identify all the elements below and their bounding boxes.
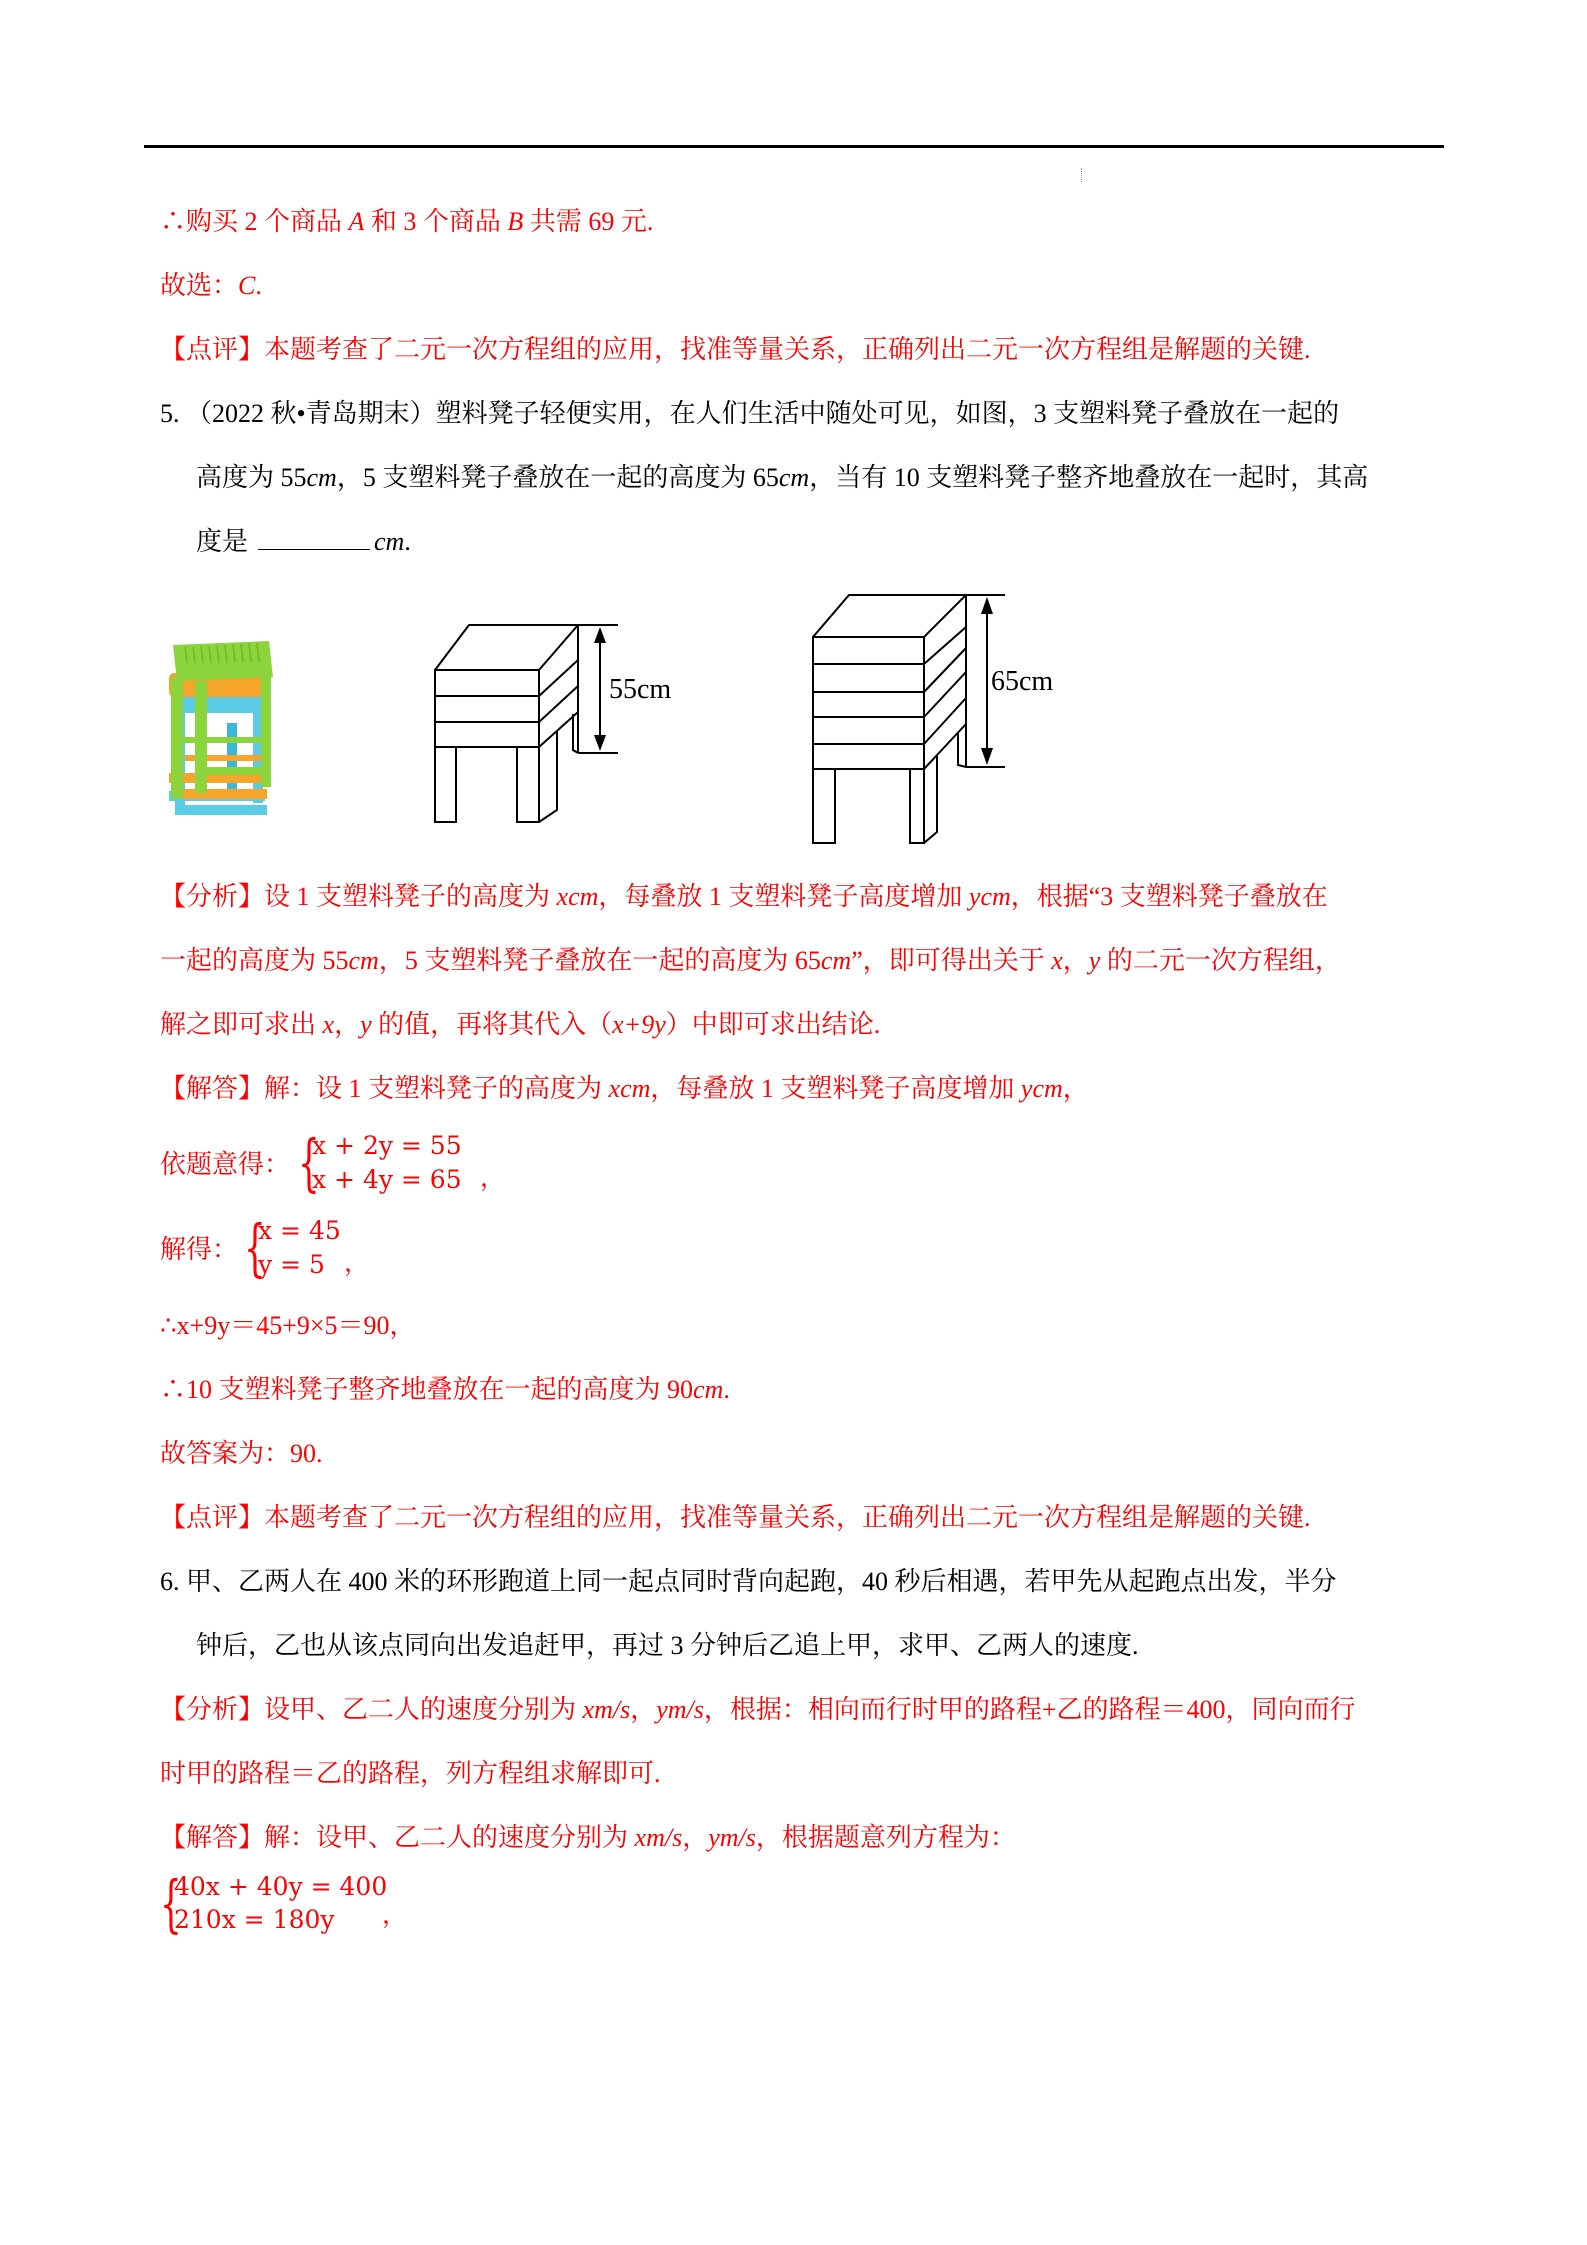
question-number: 5.: [160, 399, 180, 428]
question5-line2: 高度为 55cm，5 支塑料凳子叠放在一起的高度为 65cm，当有 10 支塑料凳子整齐地叠放在一起时，其高: [196, 463, 1369, 492]
analysis-tag: 【分析】: [160, 882, 265, 911]
q5-final-answer: 故答案为：90.: [160, 1439, 323, 1468]
question5-line3: 度是 cm.: [196, 527, 411, 556]
q6-analysis-line2: 时甲的路程＝乙的路程，列方程组求解即可.: [160, 1759, 661, 1788]
diagram2-label: 65cm: [991, 666, 1054, 697]
q5-analysis-line1: 【分析】设 1 支塑料凳子的高度为 xcm，每叠放 1 支塑料凳子高度增加 ycm，根据“3 支塑料凳子叠放在: [160, 882, 1328, 911]
equation-row: x + 4y = 65: [312, 1165, 462, 1194]
question5-line1: 5. （2022 秋•青岛期末）塑料凳子轻便实用，在人们生活中随处可见，如图，3 支塑料凳子叠放在一起的: [160, 399, 1340, 428]
question6-line1: 6. 甲、乙两人在 400 米的环形跑道上同一起点同时背向起跑，40 秒后相遇，若甲先从起跑点出发，半分: [160, 1567, 1337, 1596]
equation-row: x + 2y = 55: [312, 1131, 462, 1160]
analysis-tag: 【分析】: [160, 1695, 265, 1724]
question-number: 6.: [160, 1567, 180, 1596]
equation-row: 40x + 40y = 400: [174, 1872, 388, 1901]
solution-tag: 【解答】: [160, 1074, 265, 1103]
solution-tag: 【解答】: [160, 1823, 265, 1852]
comment-tag: 【点评】: [160, 1503, 265, 1532]
diagram-three-stools: [435, 625, 618, 822]
previous-choice: 故选：C.: [160, 271, 262, 300]
q5-solution-line1: 【解答】解：设 1 支塑料凳子的高度为 xcm，每叠放 1 支塑料凳子高度增加 ycm，: [160, 1074, 1089, 1103]
brace: {: [160, 1867, 182, 1940]
q5-comment: 【点评】本题考查了二元一次方程组的应用，找准等量关系，正确列出二元一次方程组是解题的关键.: [160, 1503, 1311, 1532]
q5-analysis-line2: 一起的高度为 55cm，5 支塑料凳子叠放在一起的高度为 65cm”，即可得出关于 x，y 的二元一次方程组，: [160, 946, 1341, 975]
equation-row: 210x = 180y: [174, 1905, 335, 1934]
q5-result: ∴10 支塑料凳子整齐地叠放在一起的高度为 90cm.: [160, 1375, 730, 1404]
q6-solution-line1: 【解答】解：设甲、乙二人的速度分别为 xm/s，ym/s，根据题意列方程为：: [160, 1823, 1016, 1852]
question6-line2: 钟后，乙也从该点同向出发追赶甲，再过 3 分钟后乙追上甲，求甲、乙两人的速度.: [196, 1631, 1139, 1660]
diagram-five-stools: [813, 595, 1005, 843]
question-source: （2022 秋•青岛期末）: [186, 399, 436, 428]
stool-diagrams: [0, 0, 1587, 900]
brace: {: [244, 1211, 266, 1284]
comment-tag: 【点评】: [160, 335, 265, 364]
equation-row: y = 5: [258, 1250, 325, 1279]
diagram1-label: 55cm: [609, 674, 672, 705]
previous-conclusion: ∴购买 2 个商品 A 和 3 个商品 B 共需 69 元.: [160, 207, 654, 236]
equation-row: x = 45: [258, 1216, 341, 1245]
q6-analysis-line1: 【分析】设甲、乙二人的速度分别为 xm/s，ym/s，根据：相向而行时甲的路程+乙的路程＝400，同向而行: [160, 1695, 1356, 1724]
q5-analysis-line3: 解之即可求出 x，y 的值，再将其代入（x+9y）中即可求出结论.: [160, 1010, 881, 1039]
brace: {: [298, 1126, 320, 1199]
q5-calc: ∴x+9y＝45+9×5＝90，: [160, 1311, 416, 1340]
previous-comment: 【点评】本题考查了二元一次方程组的应用，找准等量关系，正确列出二元一次方程组是解题的关键.: [160, 335, 1311, 364]
